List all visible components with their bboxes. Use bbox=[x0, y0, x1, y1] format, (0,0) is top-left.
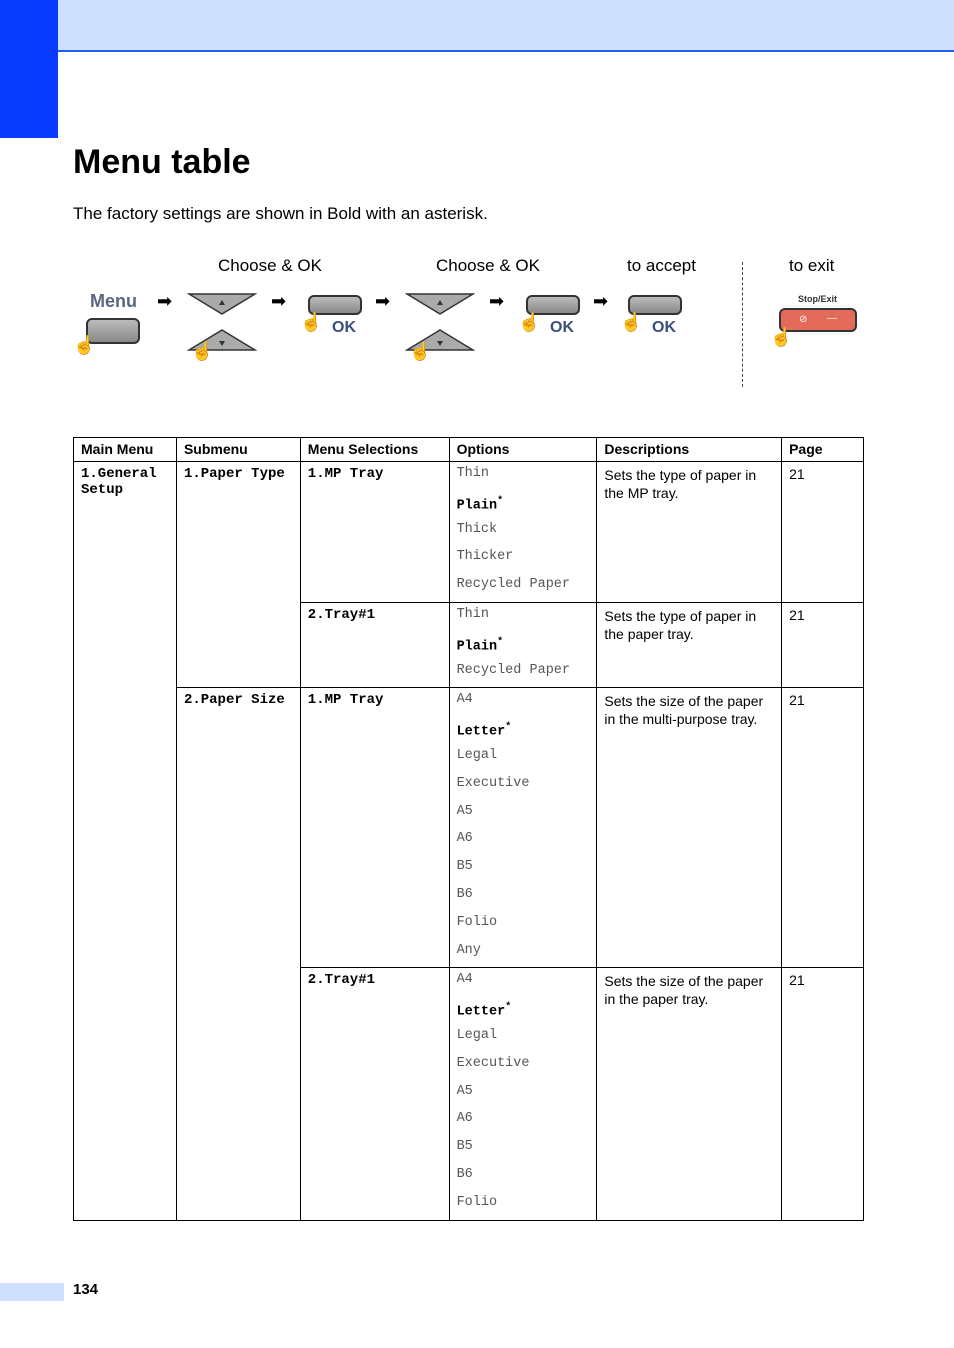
pointing-hand-icon: ☝ bbox=[73, 335, 96, 355]
default-asterisk: * bbox=[505, 1002, 512, 1014]
options-cell bbox=[449, 968, 597, 1220]
page-cell: 21 bbox=[782, 688, 864, 968]
options-cell bbox=[449, 462, 597, 603]
main-menu-cell: 1.General Setup bbox=[74, 462, 177, 1221]
option-item: Legal bbox=[456, 1027, 498, 1043]
options-cell bbox=[449, 688, 597, 968]
pointing-hand-icon: ☝ bbox=[300, 312, 323, 332]
option-item: Executive bbox=[456, 775, 530, 791]
menu-table bbox=[73, 437, 864, 1221]
arrow-right-icon: ➡ bbox=[593, 291, 609, 311]
menu-selection-cell: 2.Tray#1 bbox=[300, 968, 449, 1220]
page-number: 134 bbox=[73, 1281, 99, 1298]
default-asterisk: * bbox=[497, 495, 504, 507]
page-cell: 21 bbox=[782, 602, 864, 687]
option-item: Thick bbox=[456, 521, 498, 537]
menu-selection-cell: 1.MP Tray bbox=[300, 462, 449, 603]
option-item: Folio bbox=[456, 1194, 498, 1210]
arrow-right-icon: ➡ bbox=[375, 291, 391, 311]
option-item: A5 bbox=[456, 803, 473, 819]
option-item: Thin bbox=[456, 466, 489, 481]
arrow-right-icon: ➡ bbox=[489, 291, 505, 311]
default-asterisk: * bbox=[505, 722, 512, 734]
option-item: Recycled Paper bbox=[456, 662, 570, 678]
table-header-row bbox=[74, 438, 864, 462]
description-cell: Sets the type of paper in the paper tray. bbox=[597, 602, 782, 687]
pointing-hand-icon: ☝ bbox=[770, 327, 793, 347]
option-item: A4 bbox=[456, 972, 473, 988]
header-menu-selections: Menu Selections bbox=[300, 438, 449, 462]
choose-ok-label-1: Choose & OK bbox=[218, 256, 322, 275]
table-row bbox=[74, 462, 864, 603]
page-cell: 21 bbox=[782, 462, 864, 603]
option-item-default: Letter* bbox=[456, 1002, 512, 1020]
menu-button-label: Menu bbox=[90, 291, 137, 311]
menu-selection-cell: 2.Tray#1 bbox=[300, 602, 449, 687]
intro-text: The factory settings are shown in Bold with an asterisk. bbox=[73, 204, 488, 223]
option-item: Legal bbox=[456, 747, 498, 763]
dash-icon: — bbox=[827, 313, 837, 324]
submenu-cell: 1.Paper Type bbox=[176, 462, 300, 688]
menu-selection-cell: 1.MP Tray bbox=[300, 688, 449, 968]
option-item: Thin bbox=[456, 606, 489, 622]
page-title: Menu table bbox=[73, 143, 251, 181]
option-item-default: Plain* bbox=[456, 636, 504, 655]
chapter-tab bbox=[0, 0, 58, 138]
dashed-divider bbox=[742, 262, 743, 387]
option-item: A4 bbox=[456, 692, 473, 708]
footer-band bbox=[0, 1283, 64, 1301]
option-item: Any bbox=[456, 942, 481, 958]
header-options: Options bbox=[449, 438, 597, 462]
arrow-right-icon: ➡ bbox=[157, 291, 173, 311]
option-item: B6 bbox=[456, 886, 473, 902]
default-asterisk: * bbox=[497, 636, 504, 648]
stop-symbol-icon: ⊘ bbox=[799, 314, 808, 325]
ok-key-label: OK bbox=[652, 319, 676, 336]
page-cell: 21 bbox=[782, 968, 864, 1220]
option-item: Folio bbox=[456, 914, 498, 930]
option-item: B5 bbox=[456, 859, 473, 875]
pointing-hand-icon: ☝ bbox=[620, 312, 643, 332]
option-item: Recycled Paper bbox=[456, 577, 570, 593]
exit-label: to exit bbox=[789, 256, 835, 275]
option-item-default: Letter* bbox=[456, 722, 512, 740]
option-item: Executive bbox=[456, 1055, 530, 1071]
ok-key-label: OK bbox=[550, 319, 574, 336]
pointing-hand-icon: ☝ bbox=[518, 312, 541, 332]
header-descriptions: Descriptions bbox=[597, 438, 782, 462]
header-submenu: Submenu bbox=[176, 438, 300, 462]
table-row bbox=[74, 688, 864, 968]
arrow-right-icon: ➡ bbox=[271, 291, 287, 311]
option-item: Thicker bbox=[456, 549, 514, 565]
header-main-menu: Main Menu bbox=[74, 438, 177, 462]
stop-exit-label: Stop/Exit bbox=[798, 294, 838, 304]
choose-ok-label-2: Choose & OK bbox=[436, 256, 540, 275]
options-cell bbox=[449, 602, 597, 687]
option-item: B6 bbox=[456, 1166, 473, 1182]
option-item: A6 bbox=[456, 831, 473, 847]
header-band bbox=[0, 0, 954, 52]
pointing-hand-icon: ☝ bbox=[409, 341, 432, 361]
option-item: B5 bbox=[456, 1139, 473, 1155]
accept-label: to accept bbox=[627, 256, 696, 275]
description-cell: Sets the size of the paper in the multi-purpose tray. bbox=[597, 688, 782, 968]
option-item-default: Plain* bbox=[456, 495, 504, 514]
option-item: A6 bbox=[456, 1111, 473, 1127]
description-cell: Sets the type of paper in the MP tray. bbox=[597, 462, 782, 603]
description-cell: Sets the size of the paper in the paper tray. bbox=[597, 968, 782, 1220]
option-item: A5 bbox=[456, 1083, 473, 1099]
header-page: Page bbox=[782, 438, 864, 462]
ok-key-label: OK bbox=[332, 319, 356, 336]
pointing-hand-icon: ☝ bbox=[191, 341, 214, 361]
submenu-cell: 2.Paper Size bbox=[176, 688, 300, 1220]
